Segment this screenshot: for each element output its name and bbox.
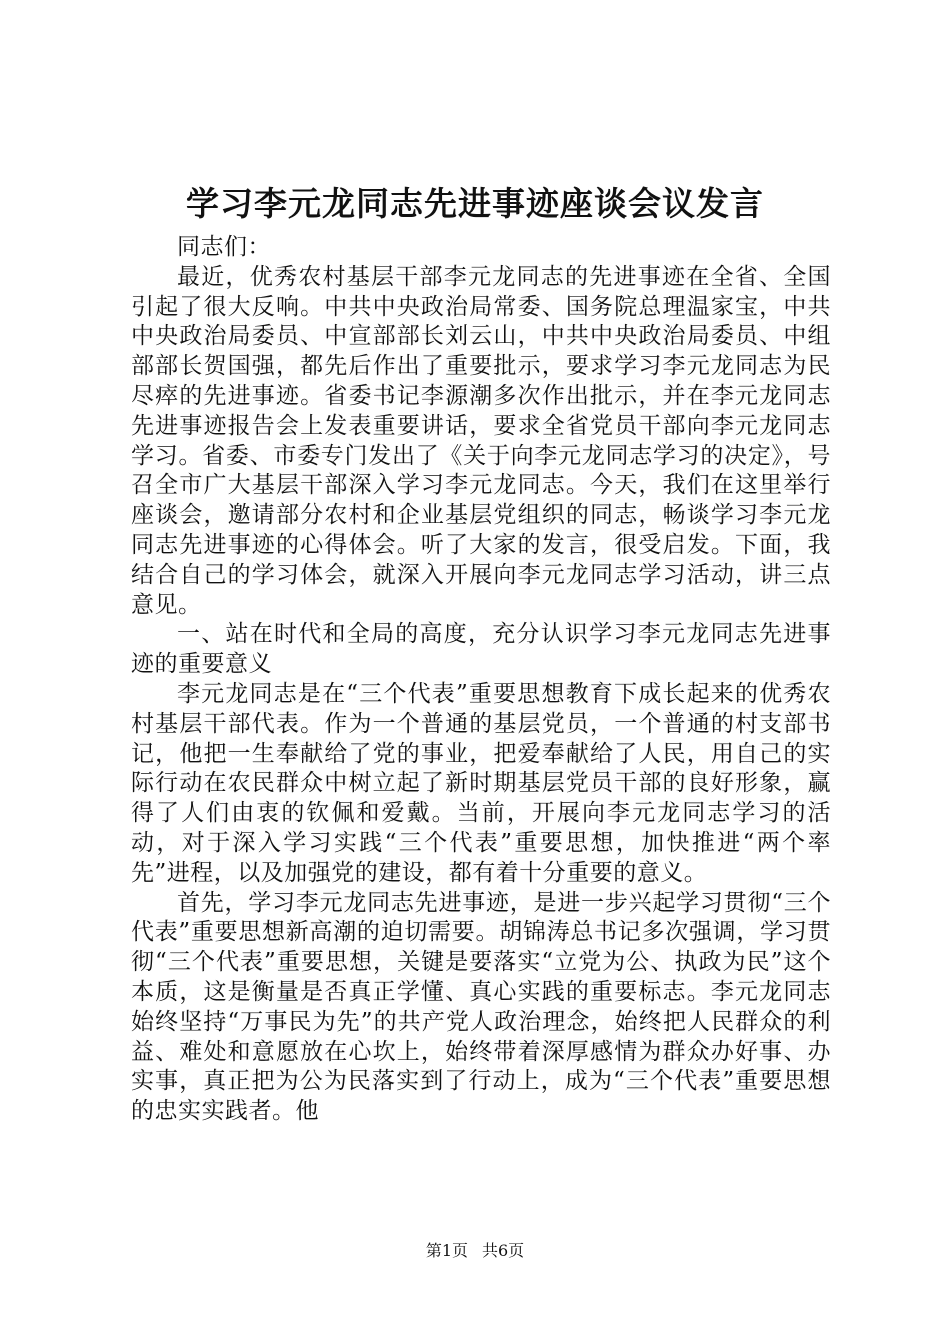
body-paragraph: 首先，学习李元龙同志先进事迹，是进一步兴起学习贯彻“三个代表”重要思想新高潮的迫切需要。胡锦涛总书记多次强调，学习贯彻“三个代表”重要思想，关键是要落实“立党为公、执政为民”这个本质，这是衡量是否真正学懂、真心实践的重要标志。李元龙同志始终坚持“万事民为先”的共产党人政治理念，始终把人民群众的利益、难处和意愿放在心坎上，始终带着深厚感情为群众办好事、办实事，真正把为公为民落实到了行动上，成为“三个代表”重要思想的忠实实践者。他 xyxy=(131,889,831,1125)
page-total: 共6页 xyxy=(482,1241,525,1260)
page-footer xyxy=(0,1240,950,1262)
salutation-paragraph: 同志们： xyxy=(177,234,271,260)
document-body xyxy=(131,233,831,1127)
body-paragraph: 李元龙同志是在“三个代表”重要思想教育下成长起来的优秀农村基层干部代表。作为一个普通的基层党员，一个普通的村支部书记，他把一生奉献给了党的事业，把爱奉献给了人民，用自己的实际行动在农民群众中树立起了新时期基层党员干部的良好形象，赢得了人们由衷的钦佩和爱戴。当前，开展向李元龙同志学习的活动，对于深入学习实践“三个代表”重要思想，加快推进“两个率先”进程，以及加强党的建设，都有着十分重要的意义。 xyxy=(131,680,831,886)
page-number: 第1页 xyxy=(425,1241,468,1260)
body-paragraph: 最近，优秀农村基层干部李元龙同志的先进事迹在全省、全国引起了很大反响。中共中央政治局常委、国务院总理温家宝，中共中央政治局委员、中宣部部长刘云山，中共中央政治局委员、中组部部长贺国强，都先后作出了重要批示，要求学习李元龙同志为民尽瘁的先进事迹。省委书记李源潮多次作出批示，并在李元龙同志先进事迹报告会上发表重要讲话，要求全省党员干部向李元龙同志学习。省委、市委专门发出了《关于向李元龙同志学习的决定》，号召全市广大基层干部深入学习李元龙同志。今天，我们在这里举行座谈会，邀请部分农村和企业基层党组织的同志，畅谈学习李元龙同志先进事迹的心得体会。听了大家的发言，很受启发。下面，我结合自己的学习体会，就深入开展向李元龙同志学习活动，讲三点意见。 xyxy=(131,263,831,618)
document-title: 学习李元龙同志先进事迹座谈会议发言 xyxy=(186,184,764,223)
section-heading-paragraph: 一、站在时代和全局的高度，充分认识学习李元龙同志先进事迹的重要意义 xyxy=(131,621,831,678)
